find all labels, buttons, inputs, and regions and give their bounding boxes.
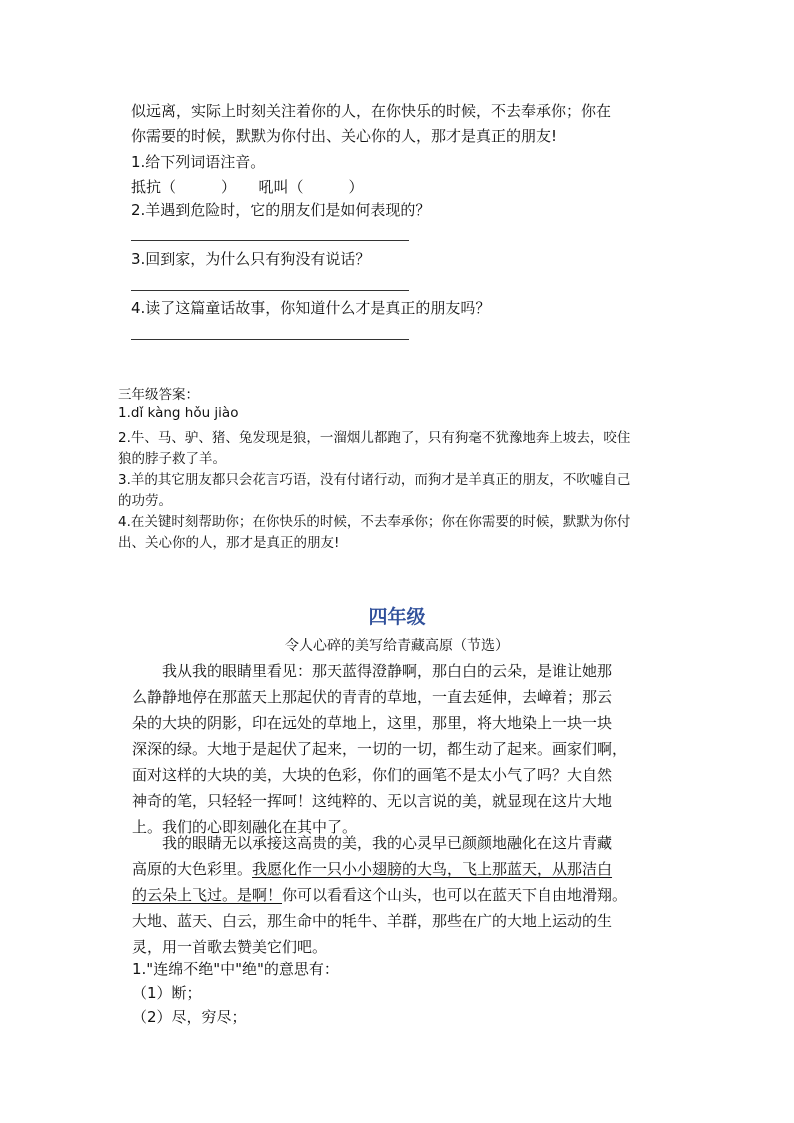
answer-1: 1.dǐ kàng hǒu jiào <box>118 405 239 421</box>
passage-line <box>132 884 627 905</box>
passage-line: 神奇的笔，只轻轻一挥呵！这纯粹的、无以言说的美，就显现在这片大地 <box>132 792 613 810</box>
option-1: （1）断； <box>132 984 202 1002</box>
answer-3-cont: 的功劳。 <box>118 493 172 509</box>
answer-4-cont: 出、关心你的人，那才是真正的朋友! <box>118 535 340 551</box>
passage-line: 我的眼睛无以承接这高贵的美，我的心灵早已颜颜地融化在这片青藏 <box>132 834 613 852</box>
answer-line <box>131 290 409 291</box>
passage-line: 上。我们的心即刻融化在其中了。 <box>132 818 358 836</box>
passage-line: 深深的绿。大地于是起伏了起来，一切的一切，都生动了起来。画家们啊， <box>132 740 628 758</box>
passage-line: 朵的大块的阴影，印在远处的草地上，这里，那里，将大地染上一块一块 <box>132 714 613 732</box>
answer-line <box>131 339 409 340</box>
answers-heading: 三年级答案： <box>118 387 199 403</box>
answer-2: 2.牛、马、驴、猪、兔发现是狼，一溜烟儿都跑了，只有狗毫不犹豫地奔上坡去，咬住 <box>118 430 631 446</box>
question-1: 1.给下列词语注音。 <box>131 153 266 171</box>
answer-3: 3.羊的其它朋友都只会花言巧语，没有付诸行动，而狗才是羊真正的朋友，不吹嘘自己 <box>118 472 631 488</box>
passage-line: 灵，用一首歌去赞美它们吧。 <box>132 938 328 956</box>
passage-title: 令人心碎的美写给青藏高原（节选） <box>285 638 509 654</box>
answer-2-cont: 狼的脖子救了羊。 <box>118 451 226 467</box>
question-1-words: 抵抗（ ） 吼叫（ ） <box>131 178 364 196</box>
passage-line: 么静静地停在那蓝天上那起伏的青青的草地，一直去延伸，去嶂着；那云 <box>132 688 613 706</box>
answer-4: 4.在关键时刻帮助你；在你快乐的时候，不去奉承你；你在你需要的时候，默默为你付 <box>118 514 631 530</box>
passage-line: 你需要的时候，默默为你付出、关心你的人，那才是真正的朋友! <box>131 127 558 145</box>
question-4: 4.读了这篇童话故事，你知道什么才是真正的朋友吗？ <box>131 299 491 317</box>
passage-line <box>132 858 612 879</box>
question-1: 1."连绵不绝"中"绝"的意思有： <box>132 960 339 978</box>
passage-text: 你可以看看这个山头，也可以在蓝天下自由地滑翔。 <box>282 886 628 904</box>
passage-text: 高原的大色彩里。 <box>132 860 253 878</box>
passage-line: 似远离，实际上时刻关注着你的人，在你快乐的时候，不去奉承你；你在 <box>131 102 612 120</box>
question-2: 2.羊遇到危险时，它的朋友们是如何表现的？ <box>131 201 431 219</box>
section-title: 四年级 <box>368 606 426 628</box>
passage-line: 大地、蓝天、白云，那生命中的牦牛、羊群，那些在广的大地上运动的生 <box>132 912 613 930</box>
option-2: （2）尽，穷尽； <box>132 1008 247 1026</box>
question-3: 3.回到家，为什么只有狗没有说话？ <box>131 250 371 268</box>
underlined-text: 的云朵上飞过。是啊！ <box>132 886 283 904</box>
answer-line <box>131 240 409 241</box>
passage-line: 我从我的眼睛里看见：那天蓝得澄静啊，那白白的云朵，是谁让她那 <box>132 662 613 680</box>
passage-line: 面对这样的大块的美，大块的色彩，你们的画笔不是太小气了吗？大自然 <box>132 766 613 784</box>
underlined-text: 我愿化作一只小小翅膀的大鸟，飞上那蓝天，从那洁白 <box>252 860 613 878</box>
